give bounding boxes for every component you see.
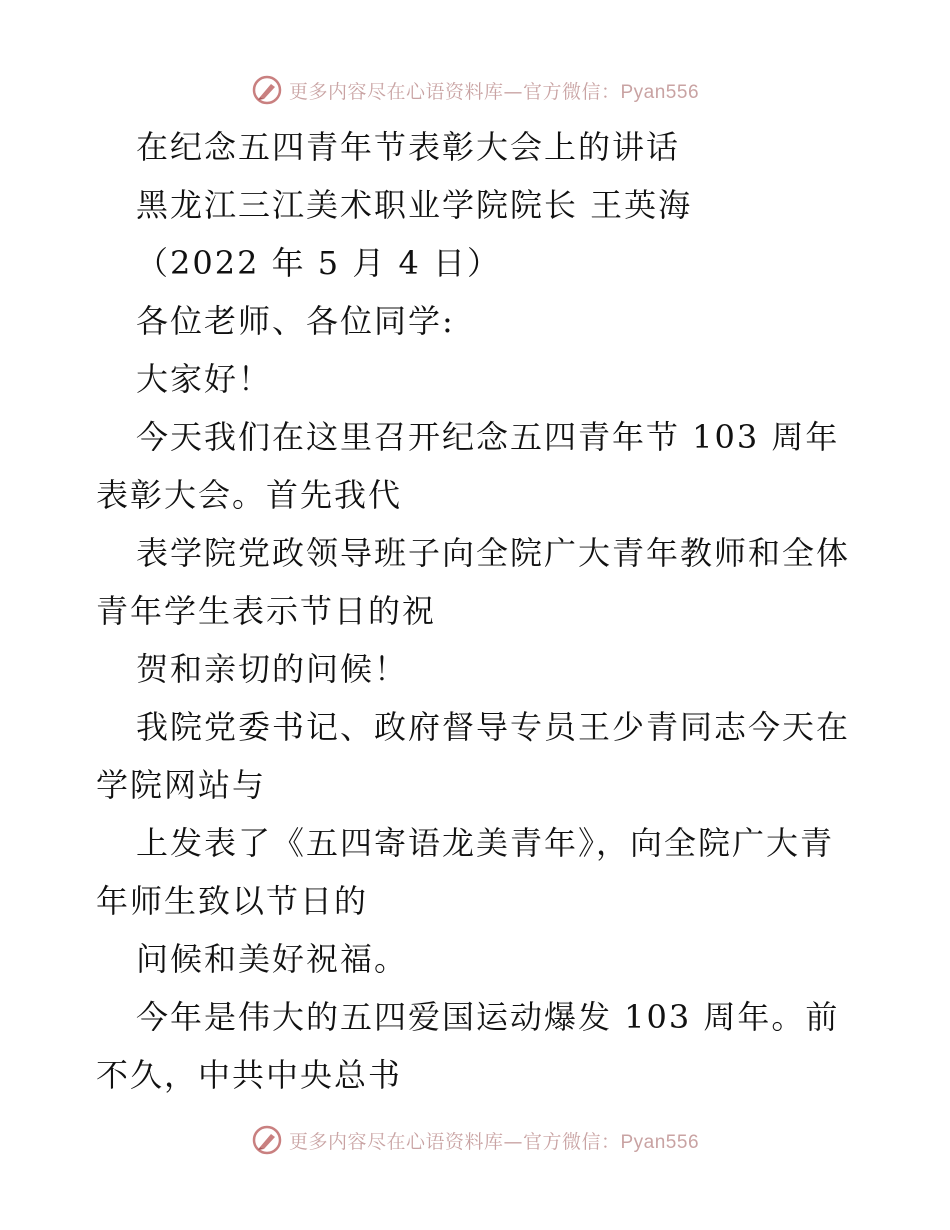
text-line: （2022 年 5 月 4 日） — [136, 244, 502, 282]
text-line: 青年学生表示节日的祝 — [96, 592, 437, 630]
watermark-text: 更多内容尽在心语资料库—官方微信：Pyan556 — [288, 1130, 700, 1153]
document-body — [96, 118, 856, 1104]
text-line: 今年是伟大的五四爱国运动爆发 103 周年。前 — [136, 998, 840, 1036]
text-line: 我院党委书记、政府督导专员王少青同志今天在 — [136, 708, 851, 746]
text-line: 表彰大会。首先我代 — [96, 476, 403, 514]
watermark-text: 更多内容尽在心语资料库—官方微信：Pyan556 — [288, 80, 700, 103]
text-line: 表学院党政领导班子向全院广大青年教师和全体 — [136, 534, 851, 572]
text-line: 在纪念五四青年节表彰大会上的讲话 — [136, 128, 681, 166]
text-line: 不久，中共中央总书 — [96, 1056, 403, 1094]
pen-logo-icon — [251, 74, 283, 106]
text-line: 今天我们在这里召开纪念五四青年节 103 周年 — [136, 418, 840, 456]
text-line: 年师生致以节日的 — [96, 882, 369, 920]
text-line: 学院网站与 — [96, 766, 267, 804]
text-line: 各位老师、各位同学: — [136, 302, 455, 340]
text-line: 黑龙江三江美术职业学院院长 王英海 — [136, 186, 693, 224]
footer-watermark — [0, 1120, 950, 1160]
text-line: 问候和美好祝福。 — [136, 940, 409, 978]
text-line: 上发表了《五四寄语龙美青年》，向全院广大青 — [136, 824, 835, 862]
text-line: 贺和亲切的问候！ — [136, 650, 409, 688]
pen-logo-icon — [251, 1124, 283, 1156]
text-line: 大家好！ — [136, 360, 273, 398]
header-watermark — [0, 70, 950, 110]
